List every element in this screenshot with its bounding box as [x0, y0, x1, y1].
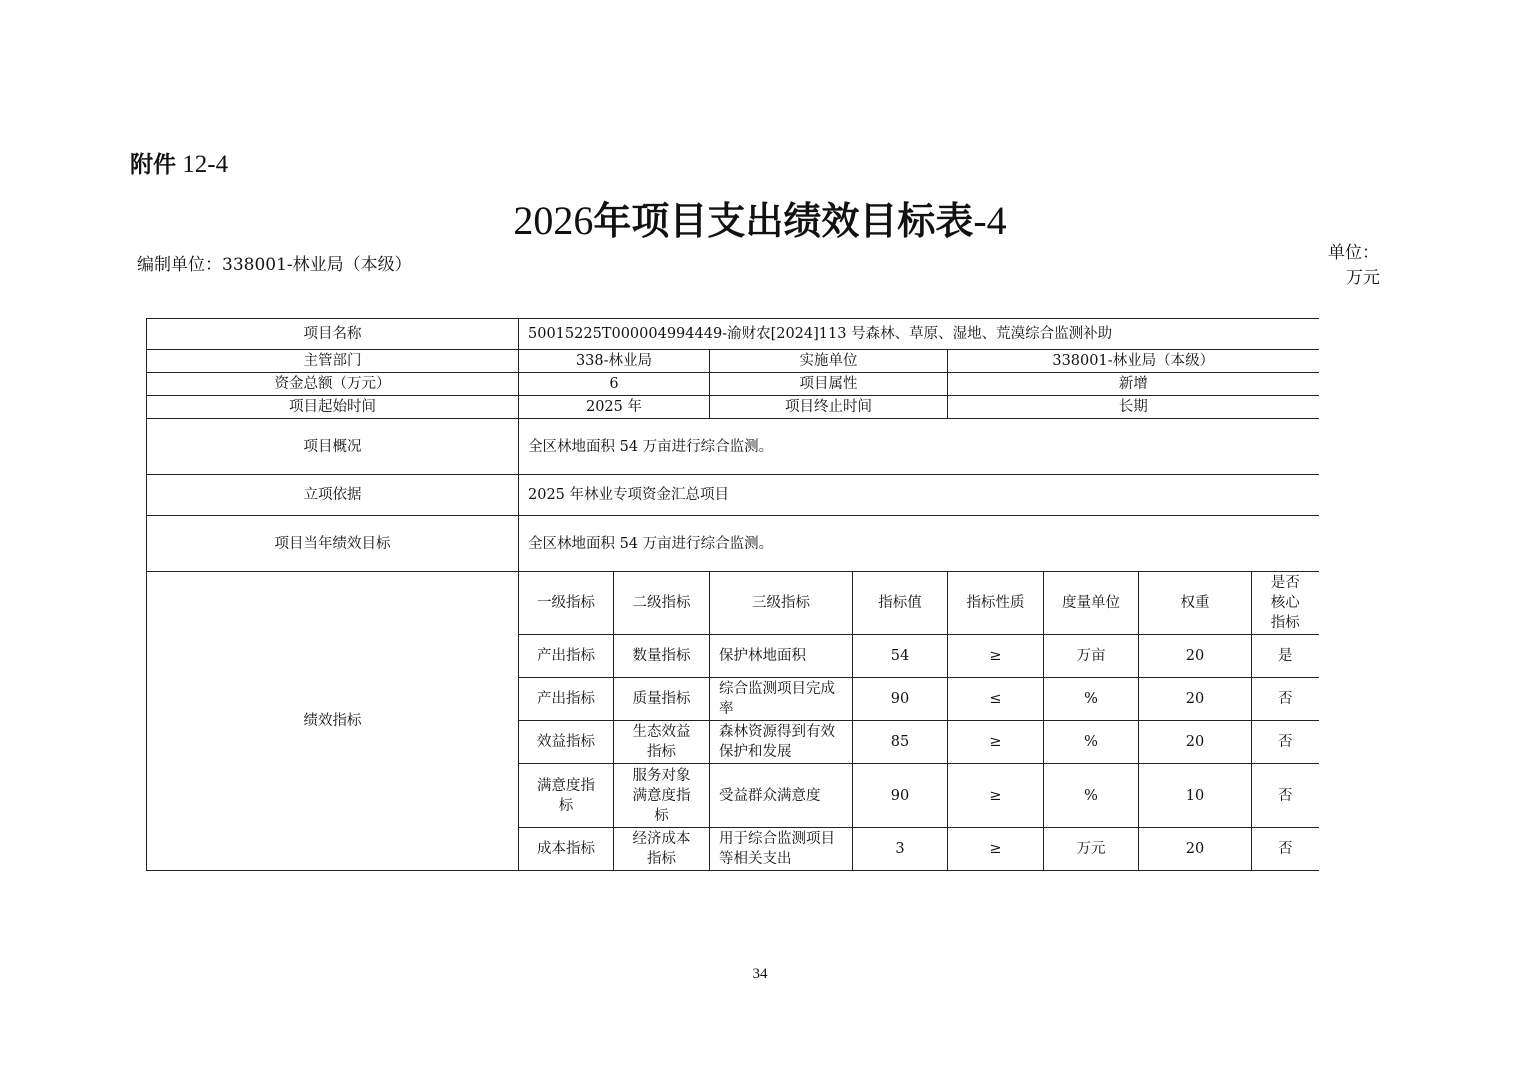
row-fund	[147, 373, 1319, 396]
row5-level1: 成本指标	[519, 828, 614, 871]
overview-value: 全区林地面积 54 万亩进行综合监测。	[519, 419, 1319, 475]
goal-value: 全区林地面积 54 万亩进行综合监测。	[519, 516, 1319, 572]
header-core: 是否核心指标	[1252, 572, 1319, 635]
row2-core: 否	[1252, 678, 1319, 721]
row5-weight: 20	[1139, 828, 1252, 871]
row3-level2: 生态效益指标	[614, 721, 710, 764]
row4-level1: 满意度指标	[519, 764, 614, 828]
perf-label: 绩效指标	[147, 572, 519, 871]
dept-value: 338-林业局	[519, 350, 710, 373]
row-project-name	[147, 319, 1319, 350]
row5-level3: 用于综合监测项目等相关支出	[710, 828, 853, 871]
basis-label: 立项依据	[147, 475, 519, 516]
start-value: 2025 年	[519, 396, 710, 419]
row4-unit: %	[1044, 764, 1139, 828]
row-overview	[147, 419, 1319, 475]
row-time	[147, 396, 1319, 419]
row3-value: 85	[853, 721, 948, 764]
page-number: 34	[752, 966, 768, 982]
row1-nature: ≥	[948, 635, 1044, 678]
impl-value: 338001-林业局（本级）	[948, 350, 1319, 373]
row1-weight: 20	[1139, 635, 1252, 678]
header-level2: 二级指标	[614, 572, 710, 635]
page-title	[0, 190, 1520, 245]
start-label: 项目起始时间	[147, 396, 519, 419]
row3-level3: 森林资源得到有效保护和发展	[710, 721, 853, 764]
row-basis	[147, 475, 1319, 516]
project-name-label: 项目名称	[147, 319, 519, 350]
row3-unit: %	[1044, 721, 1139, 764]
row4-weight: 10	[1139, 764, 1252, 828]
row4-level3: 受益群众满意度	[710, 764, 853, 828]
header-value: 指标值	[853, 572, 948, 635]
title-text: 年项目支出绩效目标表	[593, 199, 974, 243]
row1-core: 是	[1252, 635, 1319, 678]
header-level1: 一级指标	[519, 572, 614, 635]
row1-level3: 保护林地面积	[710, 635, 853, 678]
header-level3: 三级指标	[710, 572, 853, 635]
row5-value: 3	[853, 828, 948, 871]
goal-label: 项目当年绩效目标	[147, 516, 519, 572]
attachment-number: 12-4	[182, 151, 229, 178]
row2-value: 90	[853, 678, 948, 721]
row1-unit: 万亩	[1044, 635, 1139, 678]
indicator-header-row	[147, 572, 1319, 635]
basis-value: 2025 年林业专项资金汇总项目	[519, 475, 1319, 516]
row1-level1: 产出指标	[519, 635, 614, 678]
org-unit: 编制单位：338001-林业局（本级）	[137, 255, 412, 275]
row5-nature: ≥	[948, 828, 1044, 871]
attachment-cn: 附件	[130, 152, 176, 178]
row5-unit: 万元	[1044, 828, 1139, 871]
row3-weight: 20	[1139, 721, 1252, 764]
title-year: 2026	[513, 198, 594, 243]
row2-level3: 综合监测项目完成率	[710, 678, 853, 721]
row-goal	[147, 516, 1319, 572]
attachment-label	[130, 146, 228, 179]
project-name-value: 50015225T000004994449-渝财农[2024]113 号森林、草原、湿地、荒漠综合监测补助	[519, 319, 1319, 350]
row4-nature: ≥	[948, 764, 1044, 828]
fund-value: 6	[519, 373, 710, 396]
row4-value: 90	[853, 764, 948, 828]
row-dept	[147, 350, 1319, 373]
row5-level2: 经济成本指标	[614, 828, 710, 871]
row2-unit: %	[1044, 678, 1139, 721]
fund-label: 资金总额（万元）	[147, 373, 519, 396]
dept-label: 主管部门	[147, 350, 519, 373]
row2-weight: 20	[1139, 678, 1252, 721]
row3-nature: ≥	[948, 721, 1044, 764]
end-label: 项目终止时间	[710, 396, 948, 419]
row5-core: 否	[1252, 828, 1319, 871]
row1-value: 54	[853, 635, 948, 678]
row3-level1: 效益指标	[519, 721, 614, 764]
header-weight: 权重	[1139, 572, 1252, 635]
header-unit: 度量单位	[1044, 572, 1139, 635]
row2-nature: ≤	[948, 678, 1044, 721]
row2-level2: 质量指标	[614, 678, 710, 721]
end-value: 长期	[948, 396, 1319, 419]
performance-table	[146, 318, 1319, 871]
row1-level2: 数量指标	[614, 635, 710, 678]
impl-label: 实施单位	[710, 350, 948, 373]
attr-label: 项目属性	[710, 373, 948, 396]
attr-value: 新增	[948, 373, 1319, 396]
unit-label: 单位：	[1328, 243, 1379, 263]
overview-label: 项目概况	[147, 419, 519, 475]
row3-core: 否	[1252, 721, 1319, 764]
row4-core: 否	[1252, 764, 1319, 828]
unit-value: 万元	[1346, 268, 1380, 288]
row4-level2: 服务对象满意度指标	[614, 764, 710, 828]
header-nature: 指标性质	[948, 572, 1044, 635]
row2-level1: 产出指标	[519, 678, 614, 721]
title-suffix: -4	[973, 198, 1007, 243]
